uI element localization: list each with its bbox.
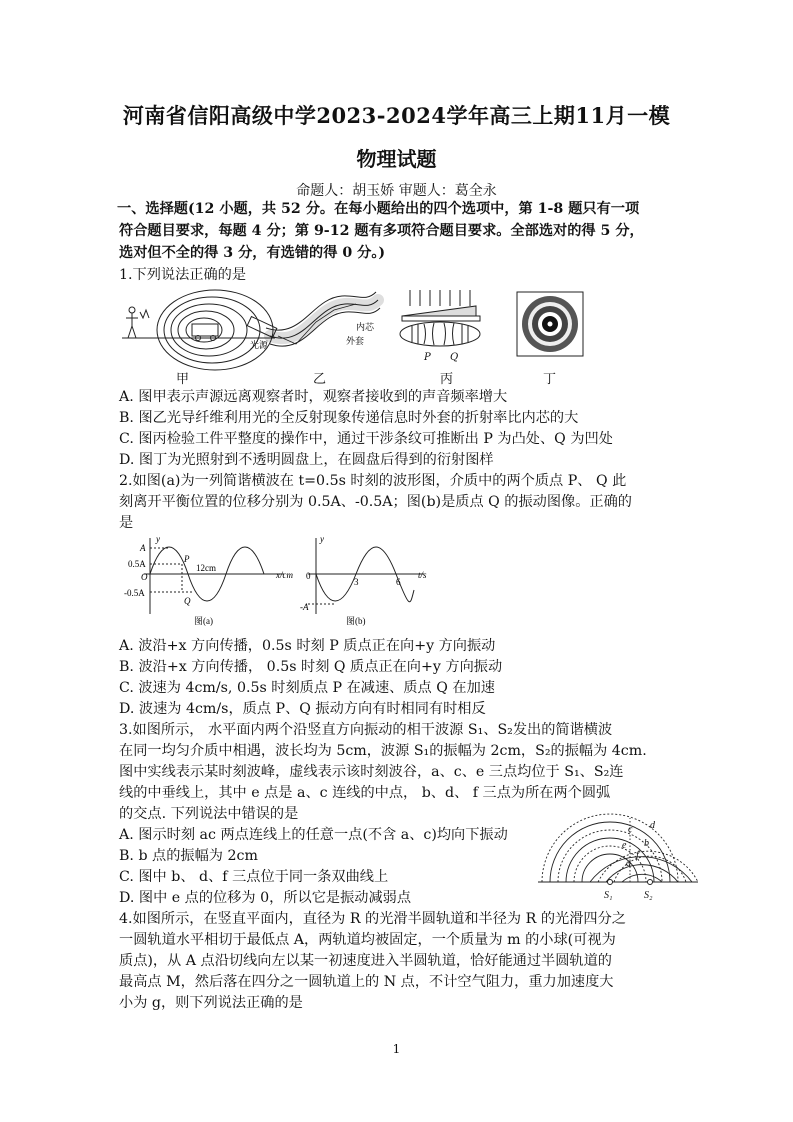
- q3-stem-1: 3.如图所示， 水平面内两个沿竖直方向振动的相干波源 S₁、S₂发出的简谐横波: [119, 722, 613, 738]
- q2-stem-1: 2.如图(a)为一列简谐横波在 t=0.5s 时刻的波形图，介质中的两个质点 P、 Q 此: [119, 473, 627, 489]
- q1-option-a: A. 图甲表示声源远离观察者时，观察者接收到的声音频率增大: [119, 389, 508, 405]
- fig-a-origin: O: [141, 572, 148, 582]
- q2-stem-3: 是: [119, 515, 134, 531]
- q2-stem-2: 刻离开平衡位置的位移分别为 0.5A、-0.5A；图(b)是质点 Q 的振动图像。正确的: [119, 494, 632, 510]
- fig-b-taxis: t/s: [418, 570, 427, 580]
- fig-b-three: 3: [354, 577, 359, 587]
- fig-a-y: y: [156, 534, 160, 544]
- point-e: e: [622, 840, 627, 851]
- authors-line: 命题人：胡玉娇 审题人：葛全永: [296, 183, 497, 199]
- source-s2: S₂: [644, 890, 653, 901]
- wave-graph-a: [124, 534, 293, 626]
- q2-option-b: B. 波沿+x 方向传播， 0.5s 时刻 Q 质点正在向+y 方向振动: [119, 659, 503, 675]
- section-heading-3: 选对但不全的得 3 分，有选错的得 0 分。): [119, 245, 386, 261]
- figure-bing: [400, 290, 480, 363]
- fig-a-half: 0.5A: [128, 559, 146, 569]
- q1-option-b: B. 图乙光导纤维利用光的全反射现象传递信息时外套的折射率比内芯的大: [119, 410, 579, 426]
- q4-line-5: 小为 g，则下列说法正确的是: [119, 995, 303, 1011]
- fig-label-jia: 甲: [176, 372, 190, 387]
- fig-a-xaxis: x/cm: [276, 570, 293, 580]
- q3-option-d: D. 图中 e 点的位移为 0，所以它是振动减弱点: [119, 890, 412, 906]
- q1-option-c: C. 图丙检验工件平整度的操作中，通过干涉条纹可推断出 P 为凸处、Q 为凹处: [119, 431, 613, 447]
- q3-option-c: C. 图中 b、 d、f 三点位于同一条双曲线上: [119, 869, 389, 885]
- fig-label-bing: 丙: [440, 372, 454, 387]
- fig-a-p: P: [184, 554, 190, 564]
- fig-a-neg-half: -0.5A: [124, 588, 145, 598]
- inner-core-label: 内芯: [356, 323, 375, 333]
- fig-label-yi: 乙: [313, 372, 327, 387]
- source-s1: S₁: [604, 890, 613, 901]
- q3-stem-5: 的交点. 下列说法中错误的是: [119, 806, 299, 822]
- p-label: P: [424, 352, 431, 363]
- figure-yi: [247, 292, 380, 351]
- q1-option-d: D. 图丁为光照射到不透明圆盘上，在圆盘后得到的衍射图样: [119, 452, 494, 468]
- q2-figures: [124, 534, 444, 634]
- page-title: 河南省信阳高级中学2023-2024学年高三上期11月一模: [122, 103, 671, 128]
- q4-line-2: 一圆轨道水平相切于最低点 A，两轨道均被固定，一个质量为 m 的小球(可视为: [119, 932, 616, 948]
- q2-option-a: A. 波沿+x 方向传播，0.5s 时刻 P 质点正在向+y 方向振动: [119, 638, 496, 654]
- q4-line-4: 最高点 M，然后落在四分之一圆轨道上的 N 点，不计空气阻力，重力加速度大: [119, 974, 614, 990]
- q2-option-c: C. 波速为 4cm/s, 0.5s 时刻质点 P 在减速、质点 Q 在加速: [119, 680, 495, 696]
- point-a: a: [626, 858, 631, 869]
- fig-b-six: 6: [396, 577, 401, 587]
- point-c: c: [628, 824, 633, 835]
- point-b: b: [644, 838, 649, 849]
- vibration-graph-b: [300, 534, 427, 626]
- fig-a-amp: A: [140, 543, 146, 553]
- q-label: Q: [450, 352, 459, 363]
- fig-b-y: y: [320, 534, 324, 544]
- fig-a-caption: 图(a): [194, 616, 213, 626]
- q3-interference-figure: [532, 812, 702, 902]
- section-heading: 一、选择题(12 小题，共 52 分。在每小题给出的四个选项中，第 1-8 题只有一项: [117, 201, 640, 217]
- page-subtitle: 物理试题: [356, 147, 437, 171]
- q4-line-3: 质点)，从 A 点沿切线向左以某一初速度进入半圆轨道，恰好能通过半圆轨道的: [119, 953, 612, 969]
- q3-option-a: A. 图示时刻 ac 两点连线上的任意一点(不含 a、c)均向下振动: [119, 827, 508, 843]
- q3-option-b: B. b 点的振幅为 2cm: [119, 848, 258, 864]
- fig-a-dist: 12cm: [196, 563, 216, 573]
- fig-b-neg-amp: -A: [300, 602, 309, 612]
- section-heading-2: 符合题目要求，每题 4 分；第 9-12 题有多项符合题目要求。全部选对的得 5 分，: [119, 223, 644, 239]
- page-number: 1: [392, 1042, 401, 1056]
- q1-stem: 1.下列说法正确的是: [119, 267, 247, 283]
- figure-jia: [122, 290, 275, 370]
- q3-stem-2: 在同一均匀介质中相遇，波长均为 5cm，波源 S₁的振幅为 2cm，S₂的振幅为 4cm.: [119, 743, 647, 759]
- q3-stem-4: 线的中垂线上，其中 e 点是 a、c 连线的中点， b、d、 f 三点为所在两个圆弧: [119, 785, 611, 801]
- light-source-label: 光源: [250, 341, 269, 351]
- fig-b-caption: 图(b): [346, 616, 366, 626]
- outer-sheath-label: 外套: [346, 337, 365, 347]
- fig-label-ding: 丁: [543, 372, 557, 387]
- q4-line-1: 4.如图所示，在竖直平面内，直径为 R 的光滑半圆轨道和半径为 R 的光滑四分之: [119, 911, 626, 927]
- fig-a-q: Q: [184, 596, 191, 606]
- q1-figures: [120, 288, 600, 376]
- q2-option-d: D. 波速为 4cm/s，质点 P、Q 振动方向有时相同有时相反: [119, 701, 486, 717]
- fig-b-zero: 0: [306, 571, 311, 581]
- q3-stem-3: 图中实线表示某时刻波峰，虚线表示该时刻波谷，a、c、e 三点均位于 S₁、S₂连: [119, 764, 624, 780]
- point-f: f: [636, 850, 639, 861]
- figure-ding: [517, 292, 583, 356]
- point-d: d: [650, 820, 655, 831]
